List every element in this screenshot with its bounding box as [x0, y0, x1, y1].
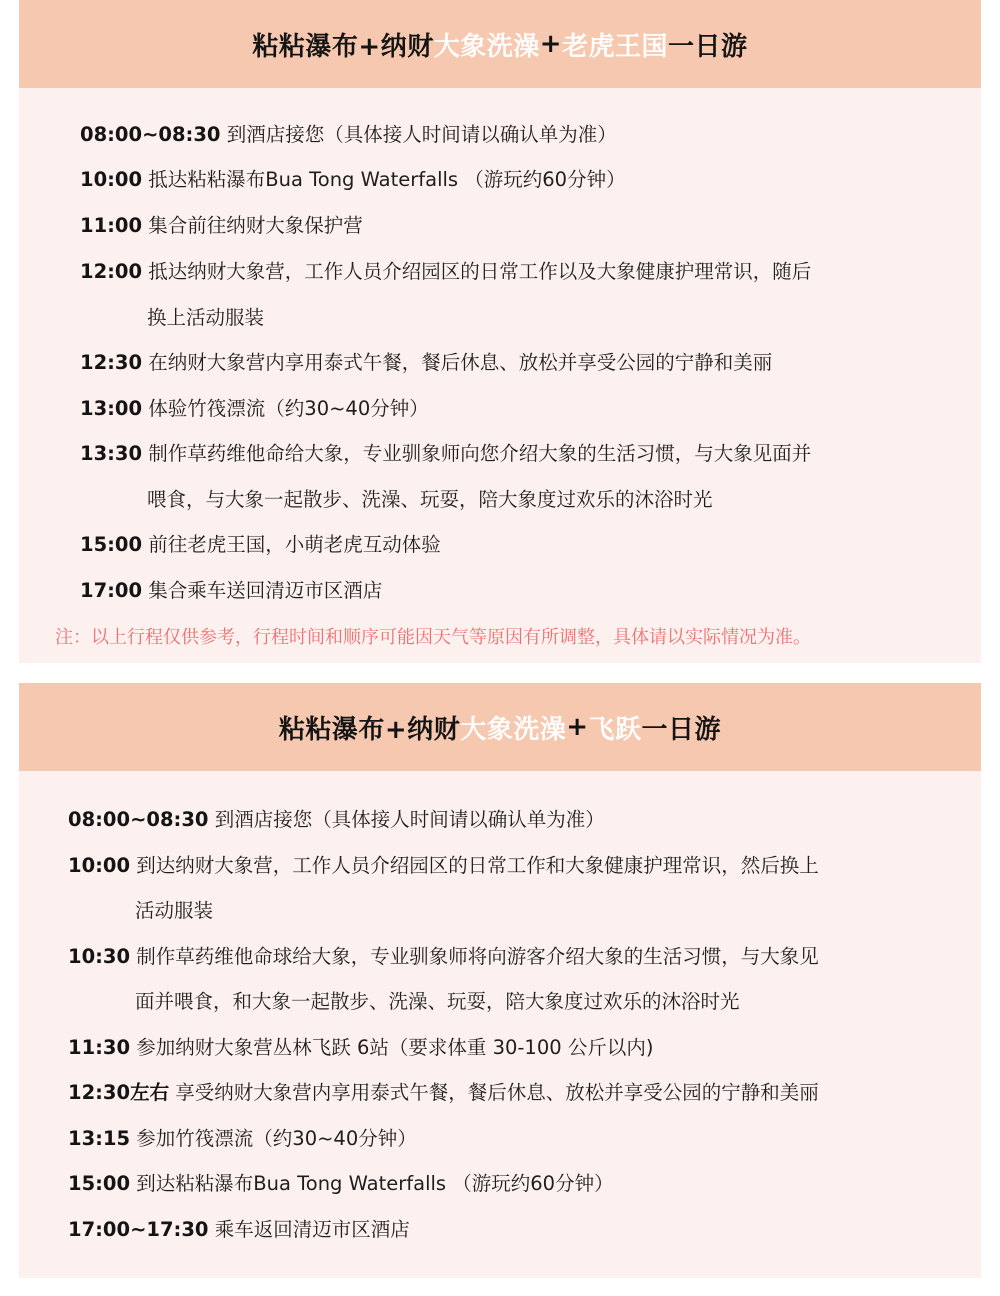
itinerary-item	[68, 1127, 417, 1151]
itinerary-item	[80, 533, 441, 557]
tour1-title-part: +	[539, 29, 563, 59]
item-desc: 到达粘粘瀑布Bua Tong Waterfalls （游玩约60分钟）	[136, 1172, 614, 1195]
itinerary-item	[68, 1218, 410, 1242]
item-time: 13:15	[68, 1127, 131, 1150]
tour1-title-part: 一日游	[668, 31, 748, 62]
tour2-title-part: 一日游	[641, 714, 722, 745]
item-time: 17:00	[80, 579, 143, 602]
itinerary-item	[68, 1172, 614, 1196]
tour1-header	[19, 0, 981, 88]
item-time: 10:00	[80, 168, 143, 191]
item-desc: 体验竹筏漂流（约30~40分钟）	[148, 397, 429, 420]
tour1-title-highlight: 大象洗澡	[433, 31, 540, 62]
item-desc: 到酒店接您（具体接人时间请以确认单为准）	[226, 123, 617, 146]
item-desc: 集合乘车送回清迈市区酒店	[148, 579, 383, 602]
tour2-title-highlight: 大象洗澡	[460, 714, 567, 745]
item-desc: 制作草药维他命给大象，专业驯象师向您介绍大象的生活习惯，与大象见面并	[148, 442, 812, 465]
item-desc-continued: 活动服装	[135, 899, 214, 922]
itinerary-item	[68, 854, 819, 878]
itinerary-item	[80, 168, 626, 192]
item-time: 15:00	[68, 1172, 131, 1195]
item-time: 10:00	[68, 854, 131, 877]
item-desc-continued: 面并喂食，和大象一起散步、洗澡、玩耍，陪大象度过欢乐的沐浴时光	[135, 990, 740, 1013]
item-time: 13:00	[80, 397, 143, 420]
tour2-title-highlight: 飞跃	[588, 714, 642, 745]
tour1-section	[19, 0, 981, 663]
item-time: 12:00	[80, 260, 143, 283]
tour2-section	[19, 683, 981, 1278]
tour2-header	[19, 683, 981, 771]
itinerary-item	[68, 1081, 819, 1105]
item-time: 15:00	[80, 533, 143, 556]
item-desc: 抵达纳财大象营，工作人员介绍园区的日常工作以及大象健康护理常识，随后	[148, 260, 812, 283]
tour1-title-highlight: 老虎王国	[562, 31, 669, 62]
itinerary-item	[80, 123, 617, 147]
itinerary-item	[80, 260, 811, 284]
item-desc: 乘车返回清迈市区酒店	[214, 1218, 410, 1241]
itinerary-item	[68, 945, 819, 969]
itinerary-item	[80, 579, 382, 603]
itinerary-item	[80, 214, 363, 238]
item-time: 17:00~17:30	[68, 1218, 209, 1241]
item-time: 08:00~08:30	[80, 123, 221, 146]
tour1-itinerary	[19, 88, 981, 663]
tour1-title-part: 粘粘瀑布+纳财	[252, 31, 434, 62]
tour2-itinerary	[19, 771, 981, 1278]
itinerary-item	[80, 442, 811, 466]
item-time: 11:30	[68, 1036, 131, 1059]
itinerary-item	[80, 397, 429, 421]
item-time: 12:30	[80, 351, 143, 374]
item-desc: 集合前往纳财大象保护营	[148, 214, 363, 237]
item-desc: 到酒店接您（具体接人时间请以确认单为准）	[214, 808, 605, 831]
item-desc: 制作草药维他命球给大象，专业驯象师将向游客介绍大象的生活习惯，与大象见	[136, 945, 819, 968]
item-desc: 前往老虎王国，小萌老虎互动体验	[148, 533, 441, 556]
item-desc: 到达纳财大象营，工作人员介绍园区的日常工作和大象健康护理常识，然后换上	[136, 854, 819, 877]
item-desc-continued: 喂食，与大象一起散步、洗澡、玩耍，陪大象度过欢乐的沐浴时光	[147, 488, 713, 511]
item-time: 13:30	[80, 442, 143, 465]
item-time: 08:00~08:30	[68, 808, 209, 831]
item-desc: 在纳财大象营内享用泰式午餐，餐后休息、放松并享受公园的宁静和美丽	[148, 351, 773, 374]
disclaimer-note: 注：以上行程仅供参考，行程时间和顺序可能因天气等原因有所调整，具体请以实际情况为准。	[55, 627, 811, 648]
item-time: 11:00	[80, 214, 143, 237]
item-desc: 参加纳财大象营丛林飞跃 6站（要求体重 30-100 公斤以内)	[136, 1036, 654, 1059]
itinerary-item	[80, 351, 772, 375]
item-time: 10:30	[68, 945, 131, 968]
item-desc: 参加竹筏漂流（约30~40分钟）	[136, 1127, 417, 1150]
item-time: 12:30左右	[68, 1081, 170, 1104]
item-desc-continued: 换上活动服装	[147, 306, 265, 329]
itinerary-item	[68, 1036, 653, 1060]
item-desc: 享受纳财大象营内享用泰式午餐，餐后休息、放松并享受公园的宁静和美丽	[175, 1081, 819, 1104]
item-desc: 抵达粘粘瀑布Bua Tong Waterfalls （游玩约60分钟）	[148, 168, 626, 191]
itinerary-item	[68, 808, 605, 832]
tour2-title-part: +	[566, 712, 589, 742]
tour2-title-part: 粘粘瀑布+纳财	[278, 714, 461, 745]
